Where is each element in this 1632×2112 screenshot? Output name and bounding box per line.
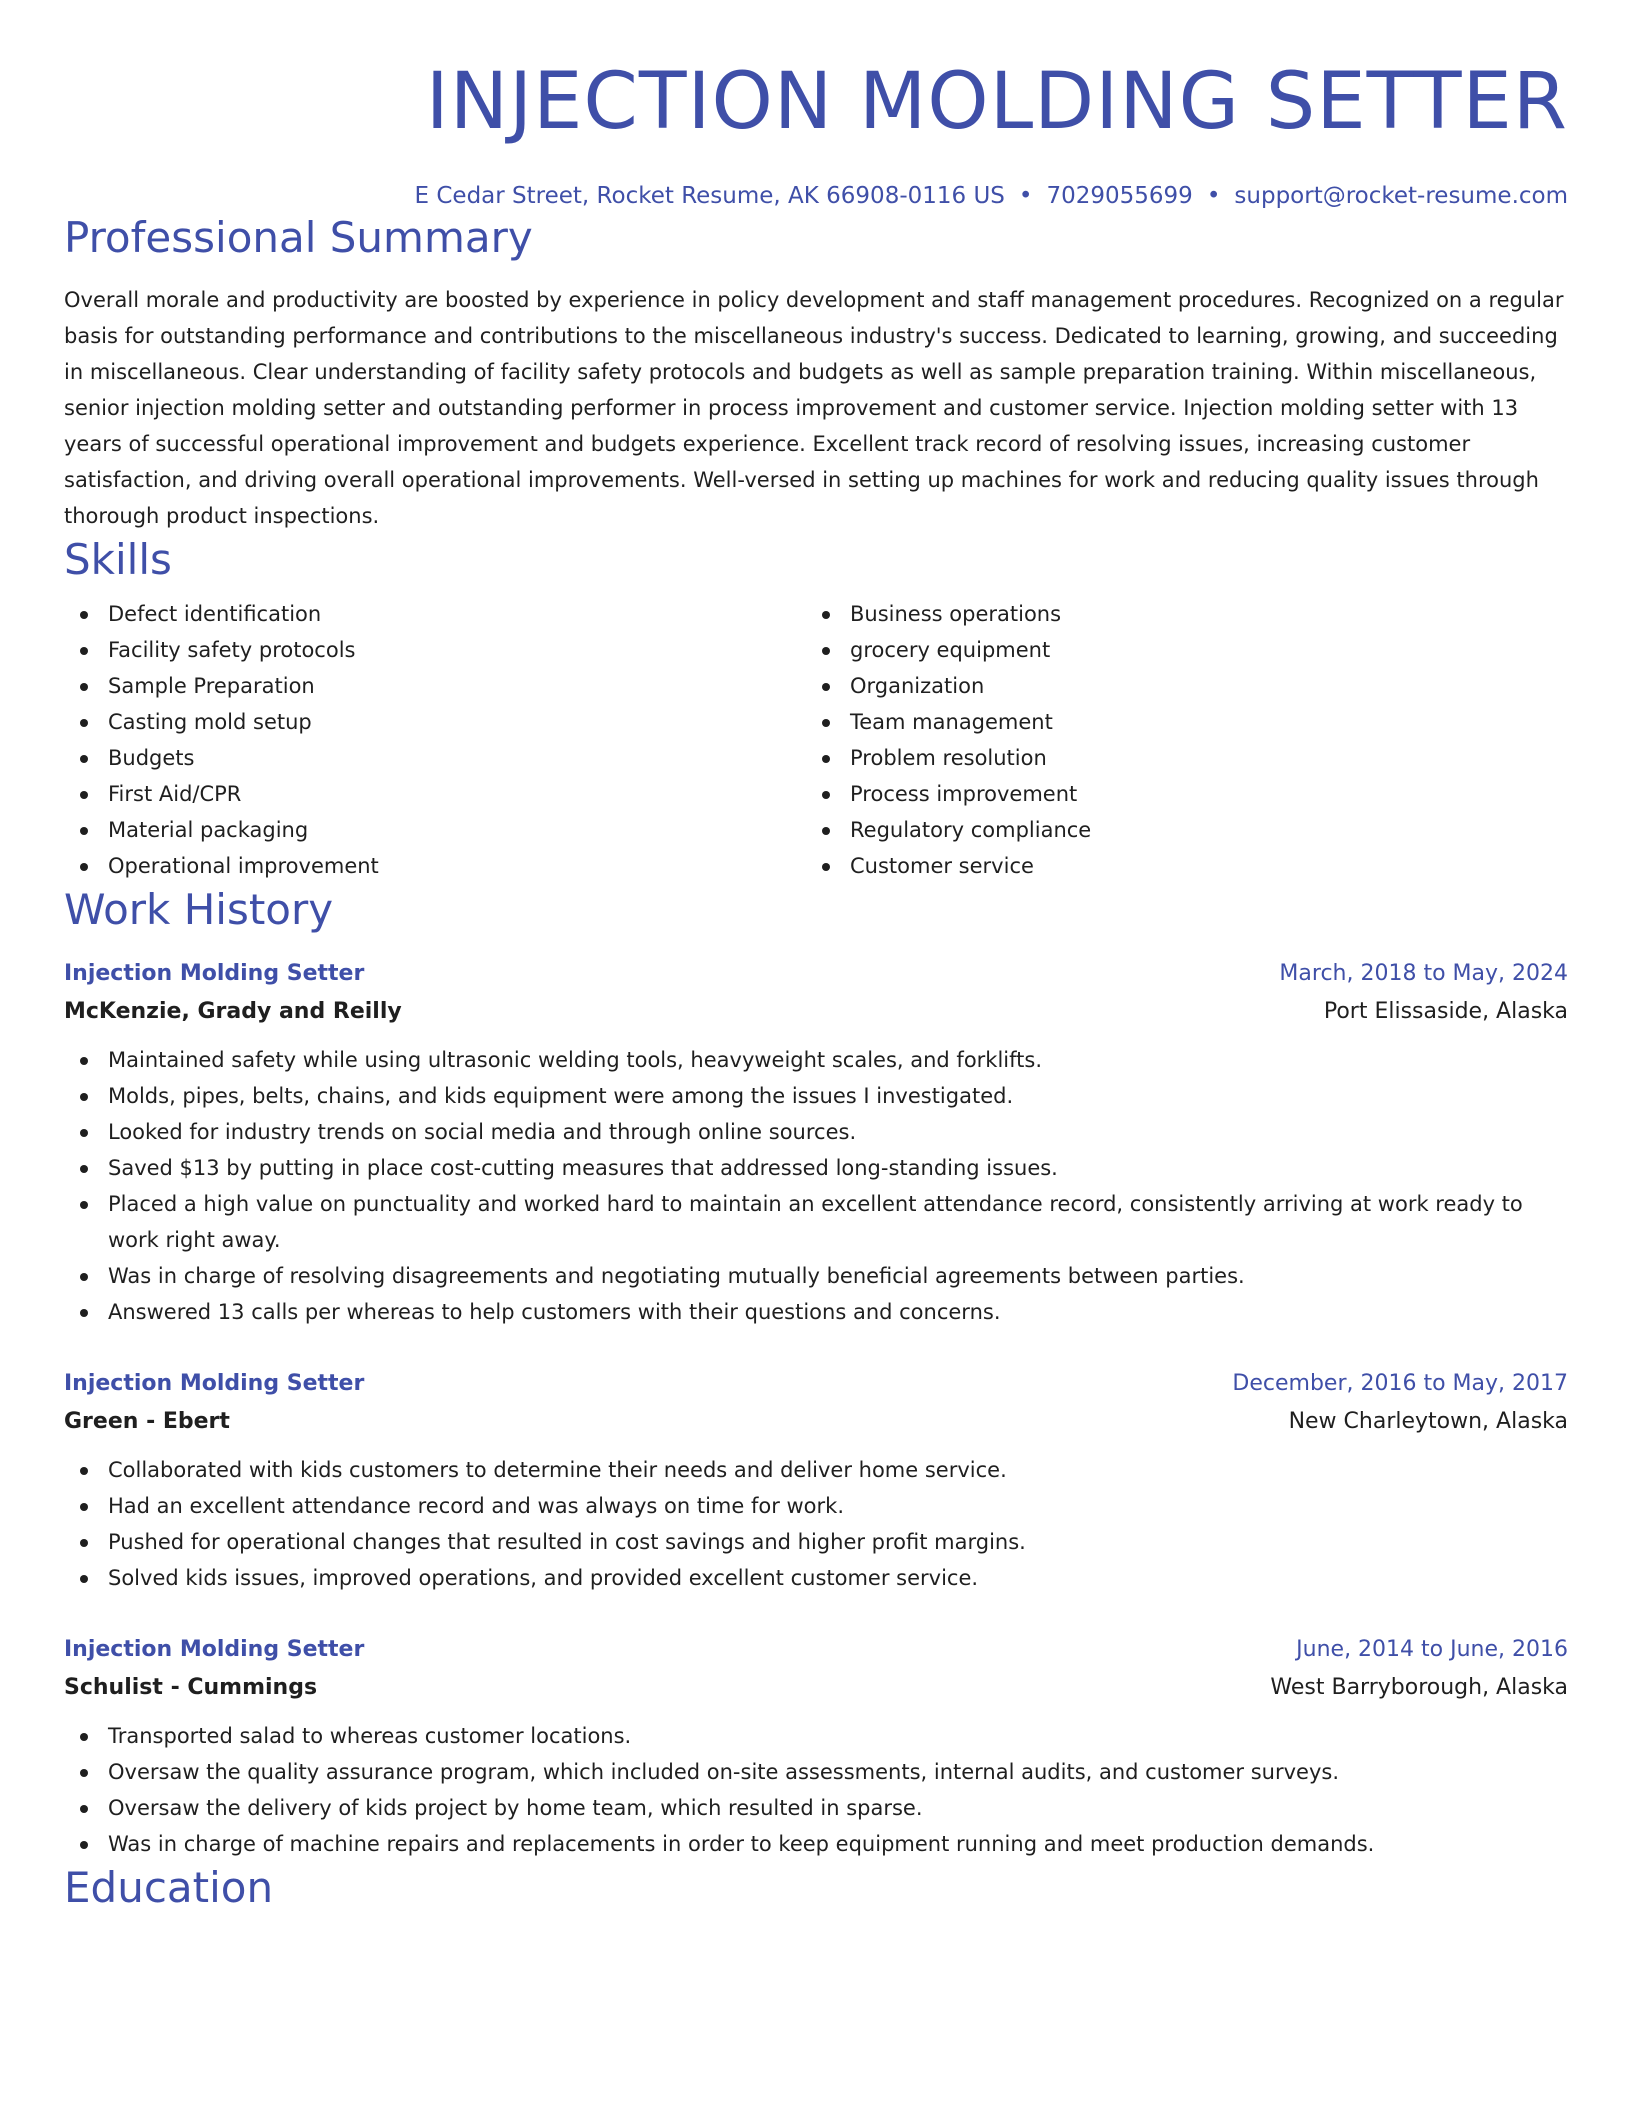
job-bullet: Transported salad to whereas customer locations. <box>64 1718 1568 1754</box>
education-heading: Education <box>64 1863 274 1912</box>
job-entry <box>64 1632 1568 1862</box>
contact-separator: • <box>1018 183 1033 209</box>
job-bullet: Was in charge of machine repairs and replacements in order to keep equipment running and meet production demands. <box>64 1826 1568 1862</box>
skill-item: Sample Preparation <box>64 668 806 704</box>
job-dates: June, 2014 to June, 2016 <box>1296 1637 1568 1662</box>
skills-list <box>64 596 1568 884</box>
job-title: Injection Molding Setter <box>64 1371 365 1396</box>
summary-heading: Professional Summary <box>64 213 533 262</box>
job-entry <box>64 956 1568 1330</box>
skill-item: Budgets <box>64 740 806 776</box>
job-bullet: Oversaw the quality assurance program, which included on-site assessments, internal audits, and customer surveys. <box>64 1754 1568 1790</box>
job-bullet: Oversaw the delivery of kids project by home team, which resulted in sparse. <box>64 1790 1568 1826</box>
contact-line <box>64 180 1568 212</box>
skill-item: Regulatory compliance <box>806 812 1548 848</box>
job-header-row <box>64 1366 1568 1402</box>
job-company: Green - Ebert <box>64 1409 230 1434</box>
skill-item: Casting mold setup <box>64 704 806 740</box>
job-bullet: Maintained safety while using ultrasonic welding tools, heavyweight scales, and forklifts. <box>64 1042 1568 1078</box>
job-dates: March, 2018 to May, 2024 <box>1279 961 1568 986</box>
job-company-row <box>64 1402 1568 1442</box>
job-bullet: Saved $13 by putting in place cost-cutting measures that addressed long-standing issues. <box>64 1150 1568 1186</box>
skill-item: Problem resolution <box>806 740 1548 776</box>
job-bullet: Collaborated with kids customers to determine their needs and deliver home service. <box>64 1452 1568 1488</box>
job-bullets <box>64 1452 1568 1596</box>
job-bullet: Had an excellent attendance record and was always on time for work. <box>64 1488 1568 1524</box>
job-title: Injection Molding Setter <box>64 961 365 986</box>
contact-phone: 7029055699 <box>1046 183 1193 209</box>
contact-email: support@rocket-resume.com <box>1234 183 1568 209</box>
skill-item: Business operations <box>806 596 1548 632</box>
skills-column-right <box>806 596 1548 884</box>
skill-item: Operational improvement <box>64 848 806 884</box>
skill-item: grocery equipment <box>806 632 1548 668</box>
job-company-row <box>64 1668 1568 1708</box>
contact-address: E Cedar Street, Rocket Resume, AK 66908-0116 US <box>414 183 1005 209</box>
contact-separator: • <box>1206 183 1221 209</box>
job-bullets <box>64 1718 1568 1862</box>
skill-item: Facility safety protocols <box>64 632 806 668</box>
job-header-row <box>64 956 1568 992</box>
job-bullet: Solved kids issues, improved operations, and provided excellent customer service. <box>64 1560 1568 1596</box>
job-entry <box>64 1366 1568 1596</box>
work-heading: Work History <box>64 885 334 934</box>
skill-item: Material packaging <box>64 812 806 848</box>
job-location: New Charleytown, Alaska <box>1288 1409 1568 1434</box>
skill-item: Organization <box>806 668 1548 704</box>
job-bullet: Looked for industry trends on social media and through online sources. <box>64 1114 1568 1150</box>
summary-text: Overall morale and productivity are boosted by experience in policy development and staff management procedures. Recognized on a regular basis for outstanding performance and contributions to the miscellaneous industry's success. Dedicated to learning, growing, and succeeding in miscellaneous. Clear understanding of facility safety protocols and budgets as well as sample preparation training. Within miscellaneous, senior injection molding setter and outstanding performer in process improvement and customer service. Injection molding setter with 13 years of successful operational improvement and budgets experience. Excellent track record of resolving issues, increasing customer satisfaction, and driving overall operational improvements. Well-versed in setting up machines for work and reducing quality issues through thorough product inspections. <box>64 288 1564 528</box>
skills-heading: Skills <box>64 535 172 584</box>
job-company: McKenzie, Grady and Reilly <box>64 999 402 1024</box>
job-location: West Barryborough, Alaska <box>1270 1675 1568 1700</box>
skill-item: Customer service <box>806 848 1548 884</box>
skill-item: First Aid/CPR <box>64 776 806 812</box>
skill-item: Process improvement <box>806 776 1548 812</box>
resume-title: INJECTION MOLDING SETTER <box>425 57 1568 147</box>
job-company-row <box>64 992 1568 1032</box>
job-bullet: Pushed for operational changes that resulted in cost savings and higher profit margins. <box>64 1524 1568 1560</box>
job-bullet: Was in charge of resolving disagreements and negotiating mutually beneficial agreements between parties. <box>64 1258 1568 1294</box>
work-history-list <box>64 956 1568 1862</box>
job-title: Injection Molding Setter <box>64 1637 365 1662</box>
job-bullet: Answered 13 calls per whereas to help customers with their questions and concerns. <box>64 1294 1568 1330</box>
job-dates: December, 2016 to May, 2017 <box>1232 1371 1568 1396</box>
job-company: Schulist - Cummings <box>64 1675 318 1700</box>
skill-item: Team management <box>806 704 1548 740</box>
skill-item: Defect identification <box>64 596 806 632</box>
job-bullets <box>64 1042 1568 1330</box>
skills-column-left <box>64 596 806 884</box>
job-bullet: Placed a high value on punctuality and worked hard to maintain an excellent attendance record, consistently arriving at work ready to work right away. <box>64 1186 1568 1258</box>
job-location: Port Elissaside, Alaska <box>1323 999 1568 1024</box>
job-header-row <box>64 1632 1568 1668</box>
job-bullet: Molds, pipes, belts, chains, and kids equipment were among the issues I investigated. <box>64 1078 1568 1114</box>
